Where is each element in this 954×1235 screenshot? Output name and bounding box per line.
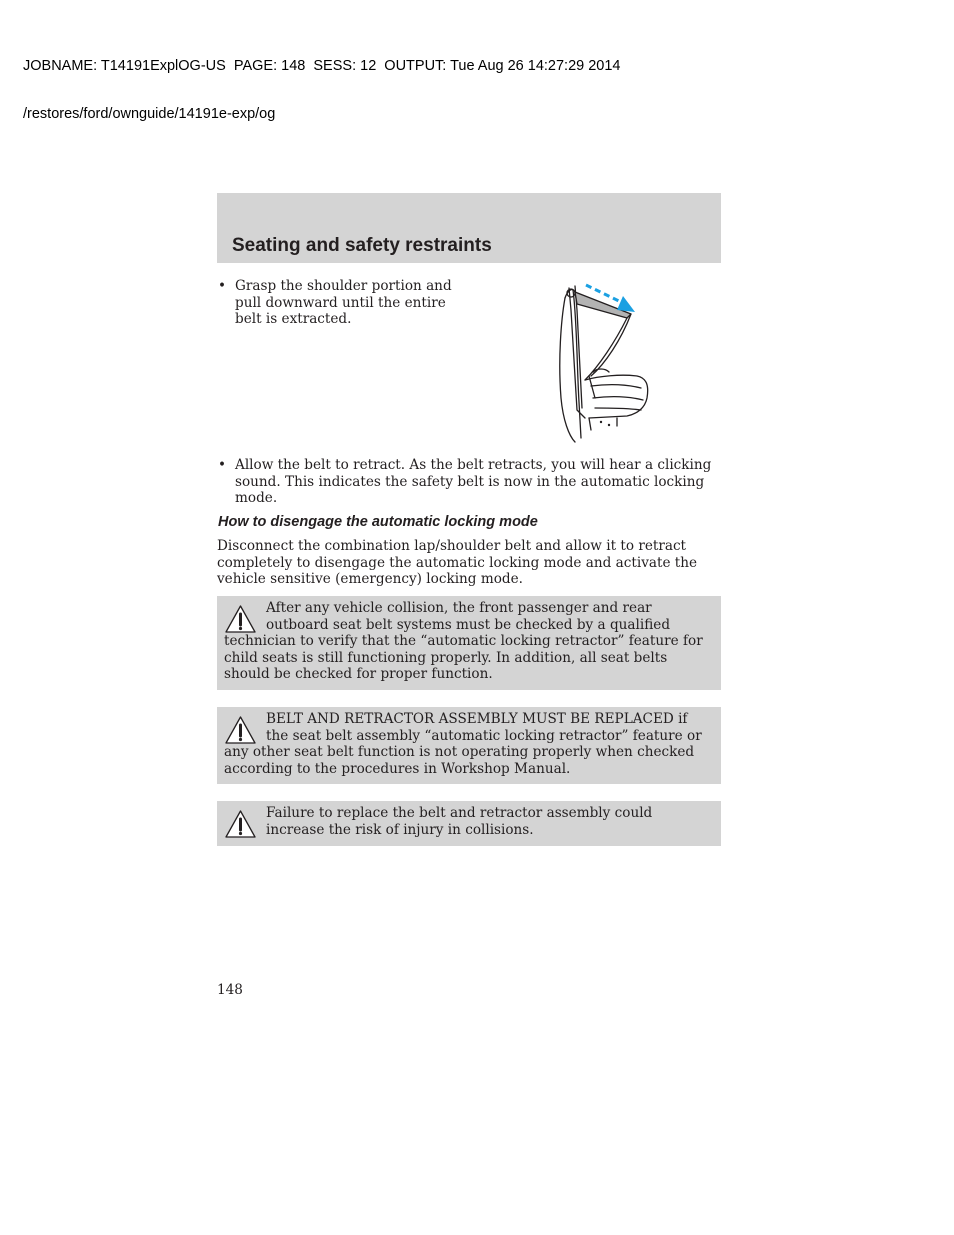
arrow-head <box>617 296 635 312</box>
bullet-marker: • <box>218 457 227 473</box>
warning-text: BELT AND RETRACTOR ASSEMBLY MUST BE REPLACED if the seat belt assembly “automatic locking retractor” feature or any other seat belt function is not operating properly when checked according to the procedures in Workshop Manual. <box>224 711 702 777</box>
warning-triangle-icon <box>224 715 257 745</box>
warning-box-1 <box>217 596 721 690</box>
seat-belt-illustration <box>555 280 655 446</box>
section-title: Seating and safety restraints <box>232 235 492 256</box>
bullet-text: Grasp the shoulder portion and pull downward until the entire belt is extracted. <box>235 278 452 327</box>
seat-belt-drawing <box>555 280 655 446</box>
job-header-line-2: /restores/ford/ownguide/14191e-exp/og <box>23 106 276 122</box>
warning-triangle-icon <box>224 809 257 839</box>
warning-text: Failure to replace the belt and retractor assembly could increase the risk of injury in collisions. <box>266 805 653 838</box>
subheading: How to disengage the automatic locking mode <box>218 514 538 530</box>
page-number: 148 <box>217 982 243 998</box>
bullet-text: Allow the belt to retract. As the belt retracts, you will hear a clicking sound. This indicates the safety belt is now in the automatic locking mode. <box>235 457 712 506</box>
bullet-marker: • <box>218 278 227 294</box>
job-header-line-1: JOBNAME: T14191ExplOG-US PAGE: 148 SESS: 12 OUTPUT: Tue Aug 26 14:27:29 2014 <box>23 58 621 74</box>
warning-triangle-icon <box>224 604 257 634</box>
body-paragraph: Disconnect the combination lap/shoulder belt and allow it to retract completely to disengage the automatic locking mode and activate the vehicle sensitive (emergency) locking mode. <box>217 538 698 587</box>
warning-box-3 <box>217 801 721 846</box>
warning-box-2 <box>217 707 721 784</box>
warning-text: After any vehicle collision, the front passenger and rear outboard seat belt systems must be checked by a qualified technician to verify that the “automatic locking retractor” feature for child seats is still functioning properly. In addition, all seat belts should be checked for proper function. <box>224 600 703 682</box>
section-header <box>217 193 721 263</box>
job-header <box>23 26 621 138</box>
